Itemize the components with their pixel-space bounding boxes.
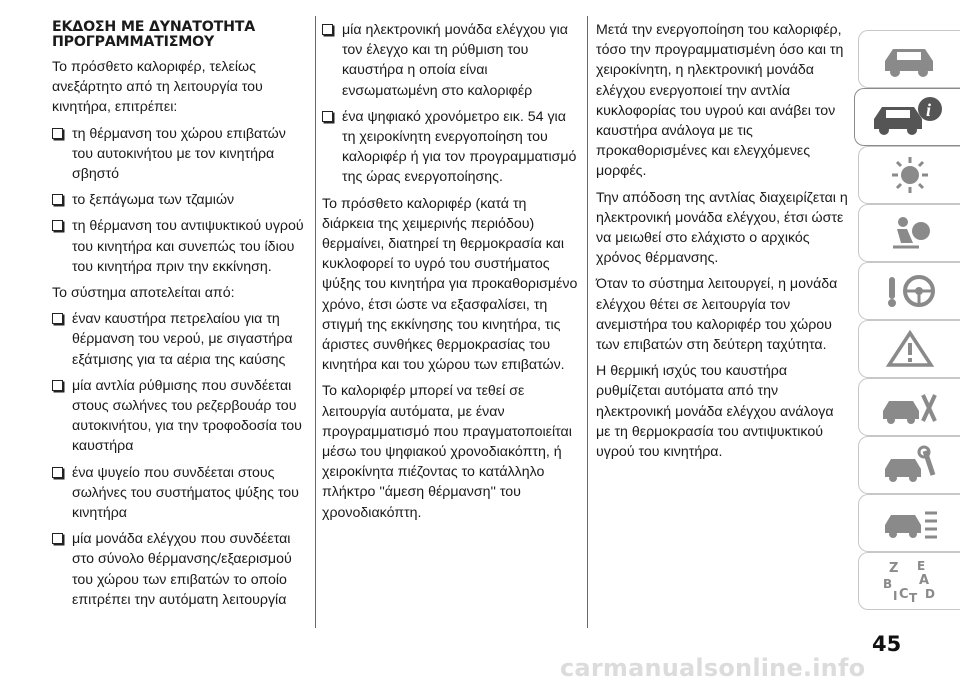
list-item-text: έναν καυστήρα πετρελαίου για τη θέρμανση του νερού, με σιγαστήρα εξάτμισης για τα αέρια της καύσης xyxy=(72,311,293,368)
list-item-text: το ξεπάγωμα των τζαμιών xyxy=(72,192,235,209)
page-number: 45 xyxy=(872,632,902,656)
svg-text:i: i xyxy=(925,100,931,120)
tab-knowing-the-car[interactable] xyxy=(854,88,960,146)
checkbox-bullet-icon xyxy=(52,380,63,391)
tab-starting-driving[interactable] xyxy=(858,262,960,320)
list-item xyxy=(52,124,304,185)
list-item-text: τη θέρμανση του χώρου επιβατών του αυτοκινήτου με τον κινητήρα σβηστό xyxy=(72,125,286,183)
index-letter: I xyxy=(892,589,897,603)
list-item-text: τη θέρμανση του αντιψυκτικού υγρού του κινητήρα και συνεπώς του ίδιου του κινητήρα πριν την εκκίνηση. xyxy=(72,218,304,275)
column-divider-2 xyxy=(587,16,588,628)
warning-light-icon xyxy=(879,329,941,369)
sun-lights-icon xyxy=(879,155,941,195)
index-letter: T xyxy=(908,591,917,604)
checkbox-bullet-icon xyxy=(52,220,63,231)
list-item xyxy=(52,529,304,610)
body-paragraph: Το καλοριφέρ μπορεί να τεθεί σε λειτουργία αυτόματα, με έναν προγραμματισμό που πραγματοποιείται μέσω του ψηφιακού χρονοδιακόπτη, ή χειροκίνητα πιέζοντας το κατάλληλο πλήκτρο ''άμεση θέρμανση'' του χρονοδιακόπτη. xyxy=(322,383,572,521)
tab-lights[interactable] xyxy=(858,146,960,204)
column-2 xyxy=(322,20,580,529)
index-letter: E xyxy=(916,559,925,573)
steering-wheel-icon xyxy=(879,271,941,311)
column-3 xyxy=(596,20,852,468)
list-item-text: μία αντλία ρύθμισης που συνδέεται στους σωλήνες του ρεζερβουάρ του αυτοκινήτου, για την τροφοδοσία του καυστήρα xyxy=(72,377,302,455)
checkbox-bullet-icon xyxy=(52,533,63,544)
list-item xyxy=(52,190,304,210)
checkbox-bullet-icon xyxy=(52,194,63,205)
list-item xyxy=(322,20,580,101)
tab-dashboard[interactable] xyxy=(858,30,960,88)
list-item xyxy=(52,309,304,370)
body-paragraph: Η θερμική ισχύς του καυστήρα ρυθμίζεται αυτόματα από την ηλεκτρονική μονάδα ελέγχου ανάλογα με τη θερμοκρασία του αντιψυκτικού υγρού του κινητήρα. xyxy=(596,363,834,461)
chapter-tabs xyxy=(858,30,960,602)
wrench-icon xyxy=(879,445,941,485)
component-list-continued xyxy=(322,20,580,188)
tab-warning-lights[interactable] xyxy=(858,320,960,378)
list-item xyxy=(52,463,304,524)
feature-list xyxy=(52,124,304,277)
tab-index[interactable] xyxy=(858,552,960,610)
list-item-text: μία μονάδα ελέγχου που συνδέεται στο σύνολο θέρμανσης/εξαερισμού του χώρου των επιβατών το οποίο επιτρέπει την αυτόματη λειτουργία xyxy=(72,531,292,608)
airbag-icon xyxy=(879,213,941,253)
column-1 xyxy=(52,20,304,616)
tab-safety[interactable] xyxy=(858,204,960,262)
body-paragraph: Μετά την ενεργοποίηση του καλοριφέρ, τόσο την προγραμματισμένη όσο και τη χειροκίνητη, η ηλεκτρονική μονάδα ελέγχου ενεργοποιεί την αντλία κυκλοφορίας του υγρού και ανάβει τον καυστήρα ανάλογα με τις προκαθορισμένες και ελεγχόμενες μορφές. xyxy=(596,22,844,180)
specs-list-icon xyxy=(879,503,941,543)
tab-technical-data[interactable] xyxy=(858,494,960,552)
list-item-text: μία ηλεκτρονική μονάδα ελέγχου για τον έλεγχο και τη ρύθμιση του καυστήρα η οποία είναι ενσωματωμένη στο καλοριφέρ xyxy=(342,22,568,99)
index-letters-icon xyxy=(879,558,941,604)
tab-emergency[interactable] xyxy=(858,378,960,436)
body-paragraph: Το πρόσθετο καλοριφέρ (κατά τη διάρκεια της χειμερινής περιόδου) θερμαίνει, διατηρεί τη θερμοκρασία και κυκλοφορεί το υγρό του συστήματος ψύξης του κινητήρα για προκαθορισμένο χρόνο, έτσι ώστε να εξασφαλίσει, τη στιγμή της εκκίνησης του κινητήρα, τις άριστες συνθήκες θερμοκρασίας του κινητήρα και του χώρου των επιβατών. xyxy=(322,195,578,374)
list-item-text: ένα ψυγείο που συνδέεται στους σωλήνες του συστήματος ψύξης του κινητήρα xyxy=(72,464,299,522)
checkbox-bullet-icon xyxy=(52,313,63,324)
column-divider-1 xyxy=(315,16,316,628)
section-title-line-1: ΕΚΔΟΣΗ ΜΕ ΔΥΝΑΤΟΤΗΤΑ xyxy=(52,19,256,35)
system-intro-paragraph: Το σύστημα αποτελείται από: xyxy=(52,285,235,302)
index-letter: B xyxy=(882,577,892,591)
list-item xyxy=(322,107,580,188)
component-list xyxy=(52,309,304,610)
index-letter: Z xyxy=(888,561,898,576)
car-info-icon xyxy=(870,95,946,139)
checkbox-bullet-icon xyxy=(52,467,63,478)
body-paragraph: Όταν το σύστημα λειτουργεί, η μονάδα ελέγχου θέτει σε λειτουργία τον ανεμιστήρα του καλοριφέρ του χώρου των επιβατών στη δεύτερη ταχύτητα. xyxy=(596,276,838,354)
section-title xyxy=(52,20,304,50)
index-letter: C xyxy=(898,587,909,602)
checkbox-bullet-icon xyxy=(52,128,63,139)
intro-paragraph: Το πρόσθετο καλοριφέρ, τελείως ανεξάρτητο από τη λειτουργία του κινητήρα, επιτρέπει: xyxy=(52,59,263,116)
list-item-text: ένα ψηφιακό χρονόμετρο εικ. 54 για τη χειροκίνητη ενεργοποίηση του καλοριφέρ ή για τον προγραμματισμό της ώρας ενεργοποίησης. xyxy=(342,108,577,186)
watermark: carmanualsonline.info xyxy=(560,654,866,682)
index-letter: D xyxy=(924,587,935,601)
car-tools-icon xyxy=(879,387,941,427)
checkbox-bullet-icon xyxy=(322,111,333,122)
list-item xyxy=(52,376,304,457)
section-title-line-2: ΠΡΟΓΡΑΜΜΑΤΙΣΜΟΥ xyxy=(52,34,215,50)
tab-maintenance[interactable] xyxy=(858,436,960,494)
checkbox-bullet-icon xyxy=(322,24,333,35)
index-letter: A xyxy=(918,573,929,588)
list-item xyxy=(52,216,304,277)
body-paragraph: Την απόδοση της αντλίας διαχειρίζεται η ηλεκτρονική μονάδα ελέγχου, έτσι ώστε να μειωθεί στο ελάχιστο ο αρχικός χρόνος θέρμανσης. xyxy=(596,189,848,267)
car-icon xyxy=(879,39,941,79)
